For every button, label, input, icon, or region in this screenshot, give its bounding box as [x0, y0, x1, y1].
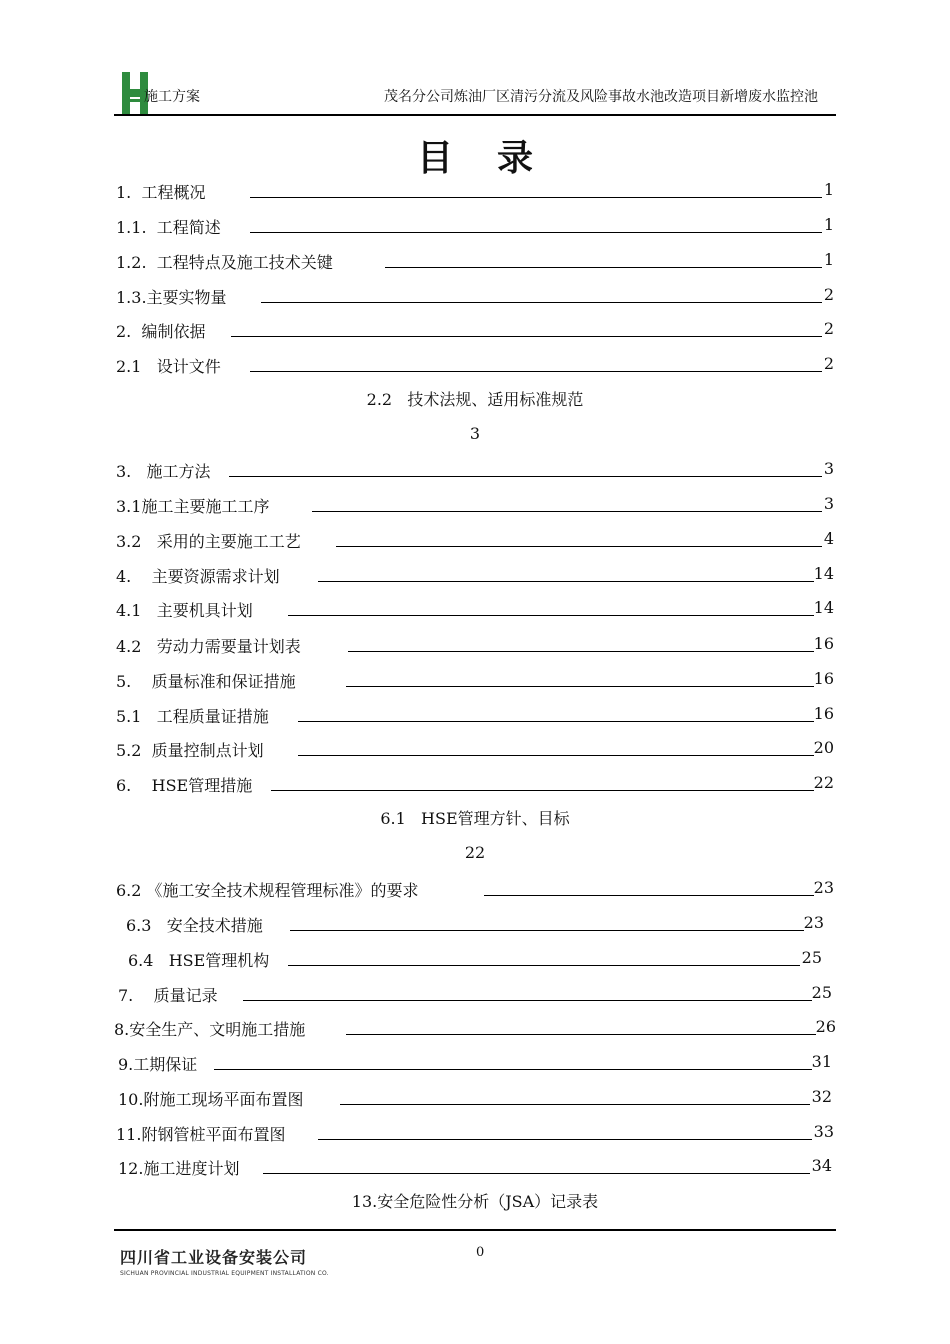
header-divider [114, 114, 836, 116]
toc-leader-line [298, 755, 814, 756]
toc-leader-line [288, 615, 814, 616]
toc-leader-line [250, 232, 822, 233]
toc-entry-page: 3 [823, 459, 834, 478]
toc-entry-2-2-label[interactable]: 2.2 技术法规、适用标准规范 [366, 390, 584, 409]
toc-entry-page: 25 [811, 983, 832, 1002]
toc-leader-line [261, 302, 822, 303]
toc-entry-page: 33 [813, 1122, 834, 1141]
toc-leader-line [243, 1000, 812, 1001]
toc-entry-1[interactable] [116, 178, 836, 202]
toc-entry-5-2[interactable] [116, 736, 836, 760]
toc-entry-page: 1 [823, 215, 834, 234]
toc-entry-page: 1 [823, 250, 834, 269]
toc-leader-line [229, 476, 822, 477]
toc-entry-page: 14 [813, 598, 834, 617]
toc-entry-8[interactable] [114, 1015, 838, 1039]
toc-entry-label: 5.1 工程质量证措施 [116, 707, 269, 726]
toc-leader-line [290, 930, 804, 931]
toc-entry-5-1[interactable] [116, 702, 836, 726]
toc-entry-1-3[interactable] [116, 283, 836, 307]
toc-entry-label: 4.1 主要机具计划 [116, 601, 253, 620]
toc-leader-line [348, 651, 814, 652]
toc-leader-line [336, 546, 822, 547]
toc-entry-page: 23 [803, 913, 824, 932]
toc-entry-6-1-label[interactable]: 6.1 HSE管理方针、目标 [380, 809, 570, 828]
toc-entry-3-2[interactable] [116, 527, 836, 551]
toc-leader-line [318, 581, 814, 582]
toc-entry-9[interactable] [118, 1050, 834, 1074]
toc-entry-label: 4. 主要资源需求计划 [116, 567, 280, 586]
toc-entry-page: 16 [813, 704, 834, 723]
page-title: 目录 [416, 137, 577, 179]
toc-entry-2[interactable] [116, 317, 836, 341]
toc-entry-1-2[interactable] [116, 248, 836, 272]
toc-entry-6-4[interactable] [128, 946, 824, 970]
toc-entry-label: 8.安全生产、文明施工措施 [114, 1020, 306, 1039]
toc-entry-label: 9.工期保证 [118, 1055, 198, 1074]
toc-entry-page: 34 [811, 1156, 832, 1175]
company-name: 四川省工业设备安装公司 [120, 1248, 308, 1267]
toc-entry-label: 4.2 劳动力需要量计划表 [116, 637, 301, 656]
toc-entry-page: 32 [811, 1087, 832, 1106]
toc-entry-page: 4 [823, 529, 834, 548]
toc-entry-6[interactable] [116, 771, 836, 795]
toc-entry-2-1[interactable] [116, 352, 836, 376]
toc-entry-label: 1.3.主要实物量 [116, 288, 227, 307]
page-header [114, 66, 836, 116]
toc-leader-line [263, 1173, 810, 1174]
toc-entry-page: 25 [801, 948, 822, 967]
toc-leader-line [250, 197, 822, 198]
toc-entry-label: 11.附钢管桩平面布置图 [116, 1125, 286, 1144]
toc-entry-page: 16 [813, 669, 834, 688]
header-doc-type: 施工方案 [144, 89, 200, 105]
toc-entry-4[interactable] [116, 562, 836, 586]
toc-entry-1-1[interactable] [116, 213, 836, 237]
toc-entry-13-label[interactable]: 13.安全危险性分析（JSA）记录表 [351, 1192, 599, 1211]
toc-entry-7[interactable] [118, 981, 834, 1005]
toc-entry-3[interactable] [116, 457, 836, 481]
toc-entry-label: 5.2 质量控制点计划 [116, 741, 264, 760]
toc-entry-page: 20 [813, 738, 834, 757]
header-project-title: 茂名分公司炼油厂区清污分流及风险事故水池改造项目新增废水监控池 [384, 89, 818, 105]
toc-entry-label: 5. 质量标准和保证措施 [116, 672, 296, 691]
toc-entry-page: 2 [823, 285, 834, 304]
toc-leader-line [298, 721, 814, 722]
toc-leader-line [346, 1034, 816, 1035]
toc-leader-line [484, 895, 814, 896]
toc-entry-label: 7. 质量记录 [118, 986, 218, 1005]
toc-entry-4-2[interactable] [116, 632, 836, 656]
toc-entry-label: 2.1 设计文件 [116, 357, 221, 376]
toc-entry-4-1[interactable] [116, 596, 836, 620]
toc-entry-6-2[interactable] [116, 876, 836, 900]
toc-entry-10[interactable] [118, 1085, 834, 1109]
toc-entry-page: 2 [823, 354, 834, 373]
toc-entry-label: 1.1. 工程简述 [116, 218, 221, 237]
toc-entry-label: 2. 编制依据 [116, 322, 206, 341]
page-number: 0 [476, 1245, 485, 1260]
toc-leader-line [231, 336, 822, 337]
toc-entry-page: 3 [823, 494, 834, 513]
toc-entry-page: 22 [813, 773, 834, 792]
toc-entry-label: 3. 施工方法 [116, 462, 211, 481]
company-name-english: SICHUAN PROVINCIAL INDUSTRIAL EQUIPMENT INSTALLATION CO. [120, 1270, 329, 1277]
toc-leader-line [250, 371, 822, 372]
toc-entry-page: 1 [823, 180, 834, 199]
toc-entry-label: 6.3 安全技术措施 [126, 916, 263, 935]
toc-entry-3-1[interactable] [116, 492, 836, 516]
toc-entry-page: 23 [813, 878, 834, 897]
toc-entry-5[interactable] [116, 667, 836, 691]
toc-leader-line [271, 790, 814, 791]
toc-leader-line [214, 1069, 812, 1070]
toc-entry-page: 14 [813, 564, 834, 583]
toc-entry-12[interactable] [118, 1154, 834, 1178]
toc-entry-6-1-page: 22 [464, 843, 486, 862]
toc-entry-label: 1. 工程概况 [116, 183, 206, 202]
toc-entry-2-2-page: 3 [469, 424, 481, 443]
toc-entry-label: 6.2 《施工安全技术规程管理标准》的要求 [116, 881, 419, 900]
toc-leader-line [288, 965, 800, 966]
toc-entry-label: 12.施工进度计划 [118, 1159, 240, 1178]
toc-entry-page: 2 [823, 319, 834, 338]
toc-entry-page: 16 [813, 634, 834, 653]
toc-entry-label: 3.1施工主要施工工序 [116, 497, 270, 516]
toc-leader-line [385, 267, 822, 268]
footer-divider [114, 1229, 836, 1231]
toc-entry-page: 31 [811, 1052, 832, 1071]
toc-leader-line [340, 1104, 810, 1105]
toc-entry-label: 6.4 HSE管理机构 [128, 951, 270, 970]
toc-entry-6-3[interactable] [126, 911, 826, 935]
toc-entry-label: 3.2 采用的主要施工工艺 [116, 532, 301, 551]
toc-leader-line [346, 686, 814, 687]
toc-entry-label: 6. HSE管理措施 [116, 776, 253, 795]
toc-leader-line [318, 1139, 812, 1140]
toc-entry-page: 26 [815, 1017, 836, 1036]
toc-entry-label: 10.附施工现场平面布置图 [118, 1090, 304, 1109]
toc-leader-line [312, 511, 822, 512]
toc-entry-11[interactable] [116, 1120, 836, 1144]
toc-entry-label: 1.2. 工程特点及施工技术关键 [116, 253, 333, 272]
